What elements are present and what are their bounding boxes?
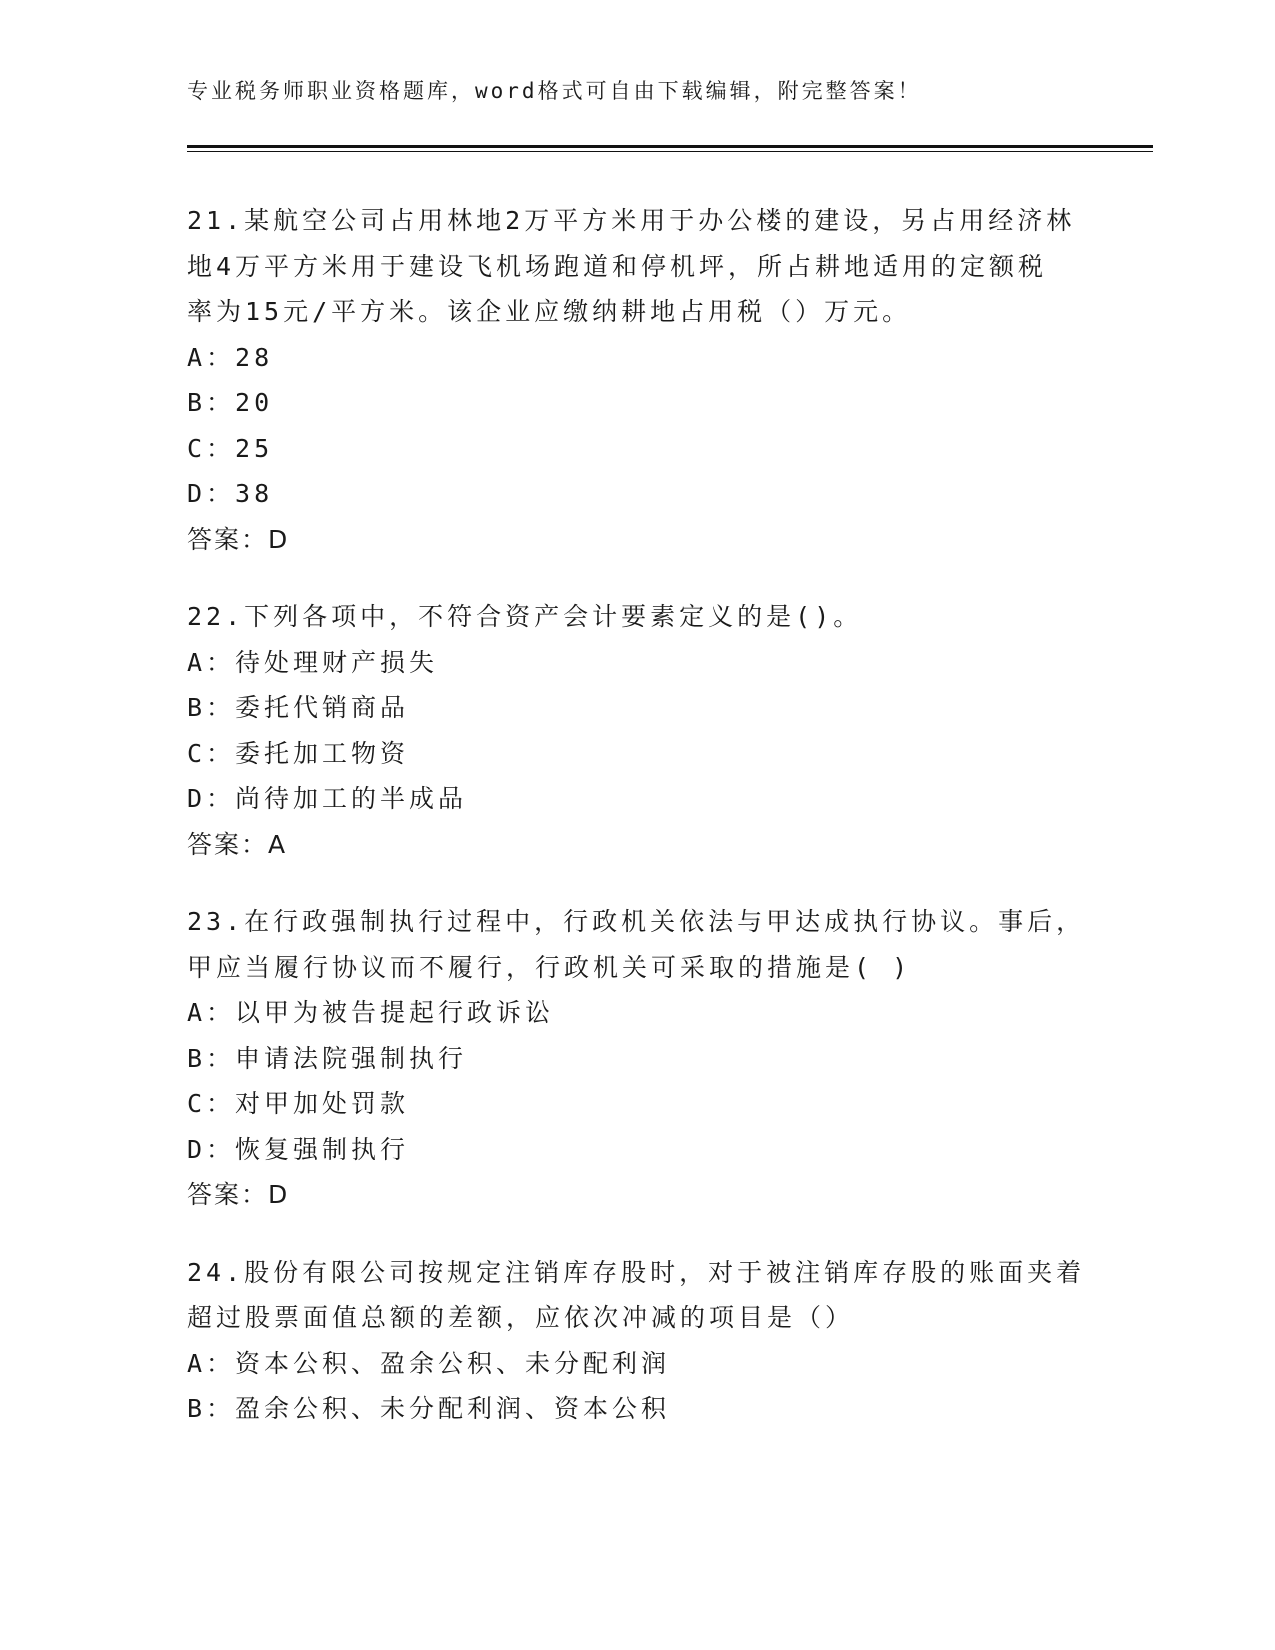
question-21 bbox=[187, 198, 1087, 562]
option-d: D：尚待加工的半成品 bbox=[187, 784, 468, 813]
answer: 答案：A bbox=[187, 829, 288, 859]
header-divider-thin bbox=[187, 151, 1153, 152]
option-b: B：委托代销商品 bbox=[187, 693, 410, 722]
page-header: 专业税务师职业资格题库，word格式可自由下载编辑，附完整答案！ bbox=[187, 79, 922, 103]
option-c: C：25 bbox=[187, 433, 274, 463]
option-a: A：待处理财产损失 bbox=[187, 647, 439, 677]
question-24 bbox=[187, 1250, 1087, 1432]
question-text: 23.在行政强制执行过程中，行政机关依法与甲达成执行协议。事后， bbox=[187, 907, 1086, 936]
question-23 bbox=[187, 899, 1087, 1218]
option-d: D：恢复强制执行 bbox=[187, 1134, 410, 1164]
question-text: 率为15元/平方米。该企业应缴纳耕地占用税（）万元。 bbox=[187, 297, 912, 326]
answer: 答案：D bbox=[187, 524, 290, 554]
option-b: B：20 bbox=[187, 388, 274, 417]
option-c: C：对甲加处罚款 bbox=[187, 1089, 410, 1118]
option-b: B：盈余公积、未分配利润、资本公积 bbox=[187, 1394, 671, 1423]
question-text: 24.股份有限公司按规定注销库存股时，对于被注销库存股的账面夹着 bbox=[187, 1257, 1086, 1287]
question-22 bbox=[187, 594, 1087, 867]
option-c: C：委托加工物资 bbox=[187, 738, 410, 768]
question-text: 超过股票面值总额的差额，应依次冲减的项目是（） bbox=[187, 1303, 855, 1332]
option-a: A：以甲为被告提起行政诉讼 bbox=[187, 998, 555, 1027]
header-divider bbox=[187, 145, 1153, 148]
question-text: 21.某航空公司占用林地2万平方米用于办公楼的建设，另占用经济林 bbox=[187, 206, 1076, 235]
option-b: B：申请法院强制执行 bbox=[187, 1043, 468, 1073]
answer: 答案：D bbox=[187, 1180, 290, 1209]
option-a: A：28 bbox=[187, 342, 274, 372]
question-text: 地4万平方米用于建设飞机场跑道和停机坪，所占耕地适用的定额税 bbox=[187, 251, 1048, 281]
option-d: D：38 bbox=[187, 479, 274, 508]
option-a: A：资本公积、盈余公积、未分配利润 bbox=[187, 1348, 671, 1378]
question-text: 22.下列各项中，不符合资产会计要素定义的是()。 bbox=[187, 602, 863, 631]
question-list bbox=[187, 198, 1087, 1464]
question-text: 甲应当履行协议而不履行，行政机关可采取的措施是( ) bbox=[187, 952, 912, 982]
